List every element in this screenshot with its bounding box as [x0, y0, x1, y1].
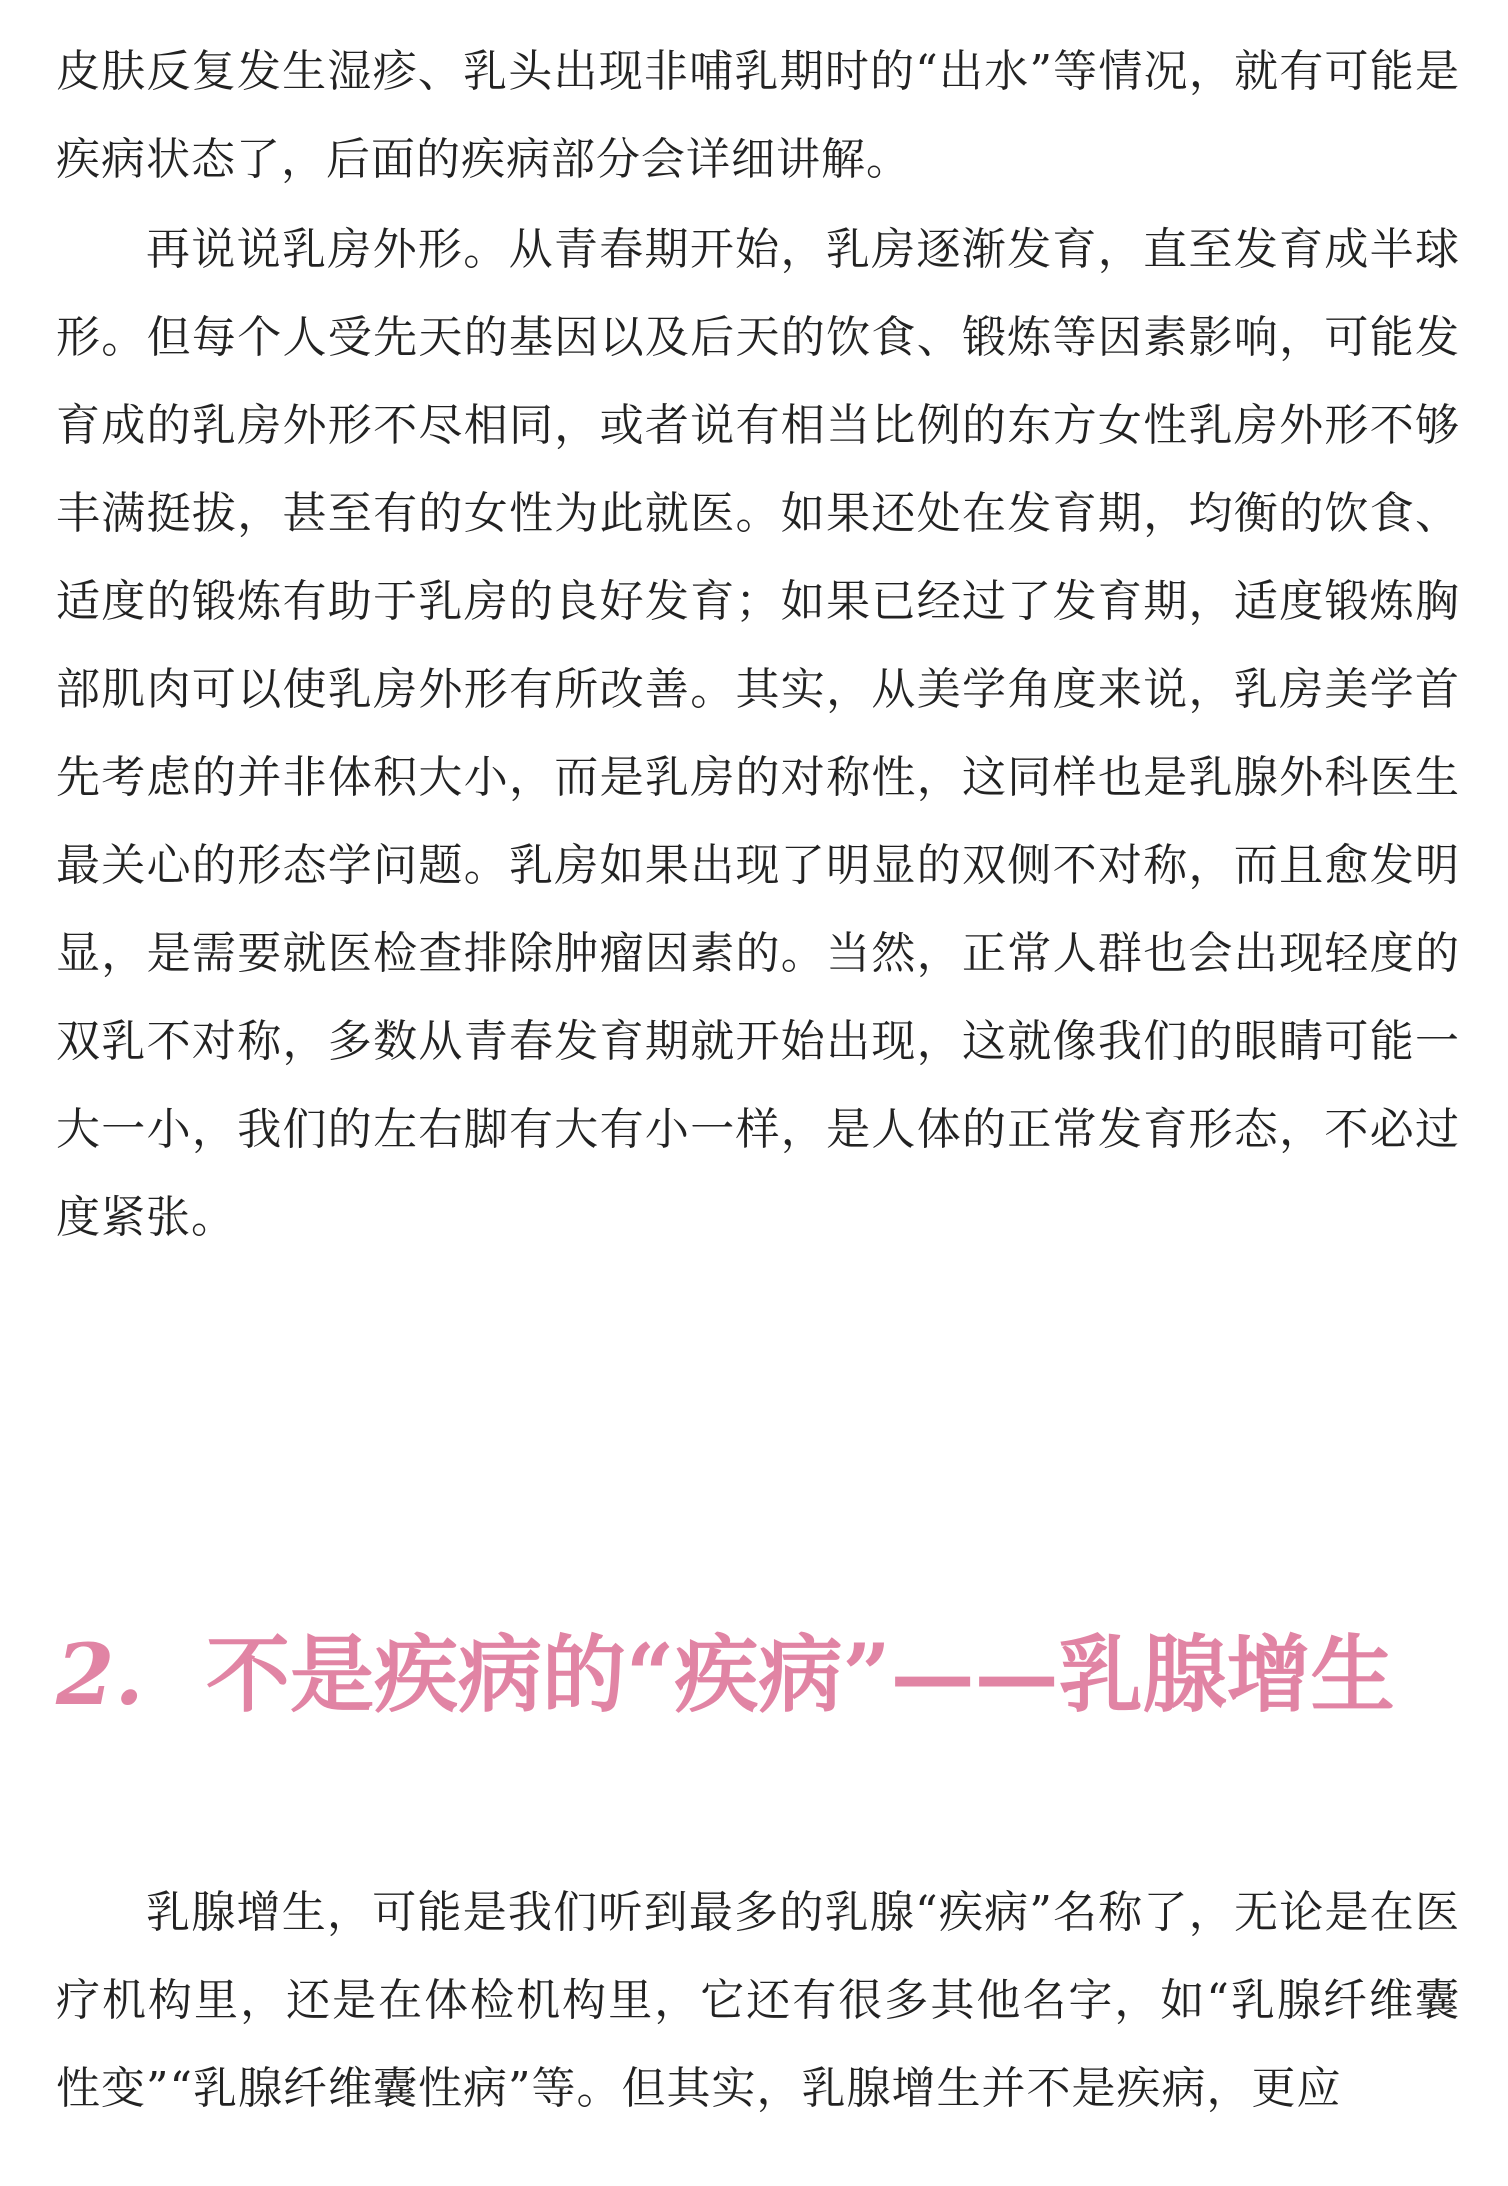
section-heading [56, 1620, 1460, 1730]
section-title: 不是疾病的“疾病”——乳腺增生 [206, 1625, 1395, 1724]
body-paragraph-hyperplasia: 乳腺增生，可能是我们听到最多的乳腺“疾病”名称了，无论是在医疗机构里，还是在体检机构里，它还有很多其他名字，如“乳腺纤维囊性变”“乳腺纤维囊性病”等。但其实，乳腺增生并不是疾病，更应 [56, 1887, 1460, 2114]
section-number: 2. [56, 1625, 144, 1724]
body-paragraph-continued: 皮肤反复发生湿疹、乳头出现非哺乳期时的“出水”等情况，就有可能是疾病状态了，后面的疾病部分会详细讲解。 [56, 46, 1460, 185]
body-paragraph-breast-shape: 再说说乳房外形。从青春期开始，乳房逐渐发育，直至发育成半球形。但每个人受先天的基因以及后天的饮食、锻炼等因素影响，可能发育成的乳房外形不尽相同，或者说有相当比例的东方女性乳房外形不够丰满挺拔，甚至有的女性为此就医。如果还处在发育期，均衡的饮食、适度的锻炼有助于乳房的良好发育；如果已经过了发育期，适度锻炼胸部肌肉可以使乳房外形有所改善。其实，从美学角度来说，乳房美学首先考虑的并非体积大小，而是乳房的对称性，这同样也是乳腺外科医生最关心的形态学问题。乳房如果出现了明显的双侧不对称，而且愈发明显，是需要就医检查排除肿瘤因素的。当然，正常人群也会出现轻度的双乳不对称，多数从青春发育期就开始出现，这就像我们的眼睛可能一大一小，我们的左右脚有大有小一样，是人体的正常发育形态，不必过度紧张。 [56, 224, 1460, 1243]
